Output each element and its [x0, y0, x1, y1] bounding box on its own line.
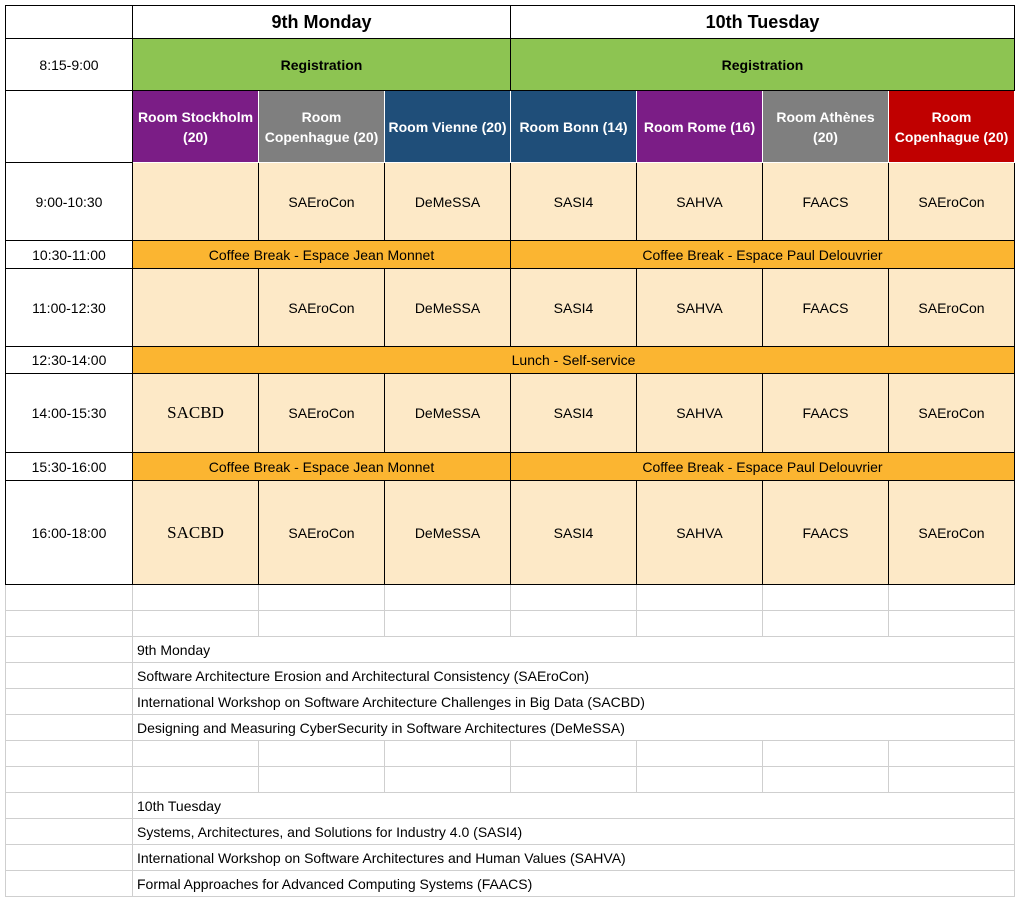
session-cell: SASI4	[511, 269, 637, 347]
session-cell: SAEroCon	[259, 374, 385, 453]
legend-item: Systems, Architectures, and Solutions for Industry 4.0 (SASI4)	[133, 819, 1015, 845]
time-cell: 10:30-11:00	[6, 241, 133, 269]
room-header-blank	[6, 91, 133, 163]
empty-grid-row	[6, 767, 1015, 793]
session-cell: SACBD	[133, 374, 259, 453]
day-header-tuesday: 10th Tuesday	[511, 6, 1015, 39]
empty-grid-row	[6, 585, 1015, 611]
session-cell: SAEroCon	[889, 163, 1015, 241]
coffee-break-tuesday: Coffee Break - Espace Paul Delouvrier	[511, 241, 1015, 269]
session-cell: DeMeSSA	[385, 374, 511, 453]
session-cell: SAHVA	[637, 269, 763, 347]
time-cell: 11:00-12:30	[6, 269, 133, 347]
coffee-break-tuesday: Coffee Break - Espace Paul Delouvrier	[511, 453, 1015, 481]
session-cell: FAACS	[763, 374, 889, 453]
registration-tuesday: Registration	[511, 39, 1015, 91]
session-cell: FAACS	[763, 163, 889, 241]
room-copenhague-tuesday: Room Copenhague (20)	[889, 91, 1015, 163]
room-copenhague-monday: Room Copenhague (20)	[259, 91, 385, 163]
session-cell	[133, 163, 259, 241]
time-cell: 16:00-18:00	[6, 481, 133, 585]
session-cell	[133, 269, 259, 347]
time-cell: 9:00-10:30	[6, 163, 133, 241]
room-athenes: Room Athènes (20)	[763, 91, 889, 163]
session-cell: SAEroCon	[889, 374, 1015, 453]
day-header-monday: 9th Monday	[133, 6, 511, 39]
legend-item: International Workshop on Software Architectures and Human Values (SAHVA)	[133, 845, 1015, 871]
time-cell: 8:15-9:00	[6, 39, 133, 91]
coffee-break-monday: Coffee Break - Espace Jean Monnet	[133, 453, 511, 481]
time-cell: 12:30-14:00	[6, 347, 133, 374]
room-rome: Room Rome (16)	[637, 91, 763, 163]
legend-item: Designing and Measuring CyberSecurity in Software Architectures (DeMeSSA)	[133, 715, 1015, 741]
session-cell: SAEroCon	[259, 269, 385, 347]
session-cell: DeMeSSA	[385, 269, 511, 347]
session-cell: FAACS	[763, 481, 889, 585]
corner-cell	[6, 6, 133, 39]
lunch-break: Lunch - Self-service	[133, 347, 1015, 374]
room-bonn: Room Bonn (14)	[511, 91, 637, 163]
coffee-break-monday: Coffee Break - Espace Jean Monnet	[133, 241, 511, 269]
session-cell: SASI4	[511, 374, 637, 453]
session-cell: SAEroCon	[259, 163, 385, 241]
schedule-table	[5, 5, 1015, 897]
session-cell: SASI4	[511, 163, 637, 241]
session-cell: SAHVA	[637, 374, 763, 453]
legend-tuesday-title: 10th Tuesday	[133, 793, 1015, 819]
time-cell: 15:30-16:00	[6, 453, 133, 481]
session-cell: FAACS	[763, 269, 889, 347]
time-cell: 14:00-15:30	[6, 374, 133, 453]
room-stockholm: Room Stockholm (20)	[133, 91, 259, 163]
session-cell: SASI4	[511, 481, 637, 585]
legend-item: International Workshop on Software Architecture Challenges in Big Data (SACBD)	[133, 689, 1015, 715]
legend-monday-title: 9th Monday	[133, 637, 1015, 663]
empty-grid-row	[6, 611, 1015, 637]
session-cell: SAHVA	[637, 163, 763, 241]
registration-monday: Registration	[133, 39, 511, 91]
legend-item: Formal Approaches for Advanced Computing Systems (FAACS)	[133, 871, 1015, 897]
session-cell: SAEroCon	[259, 481, 385, 585]
room-vienne: Room Vienne (20)	[385, 91, 511, 163]
legend-item: Software Architecture Erosion and Architectural Consistency (SAEroCon)	[133, 663, 1015, 689]
session-cell: SACBD	[133, 481, 259, 585]
session-cell: SAHVA	[637, 481, 763, 585]
session-cell: SAEroCon	[889, 269, 1015, 347]
session-cell: DeMeSSA	[385, 163, 511, 241]
empty-grid-row	[6, 741, 1015, 767]
session-cell: DeMeSSA	[385, 481, 511, 585]
session-cell: SAEroCon	[889, 481, 1015, 585]
